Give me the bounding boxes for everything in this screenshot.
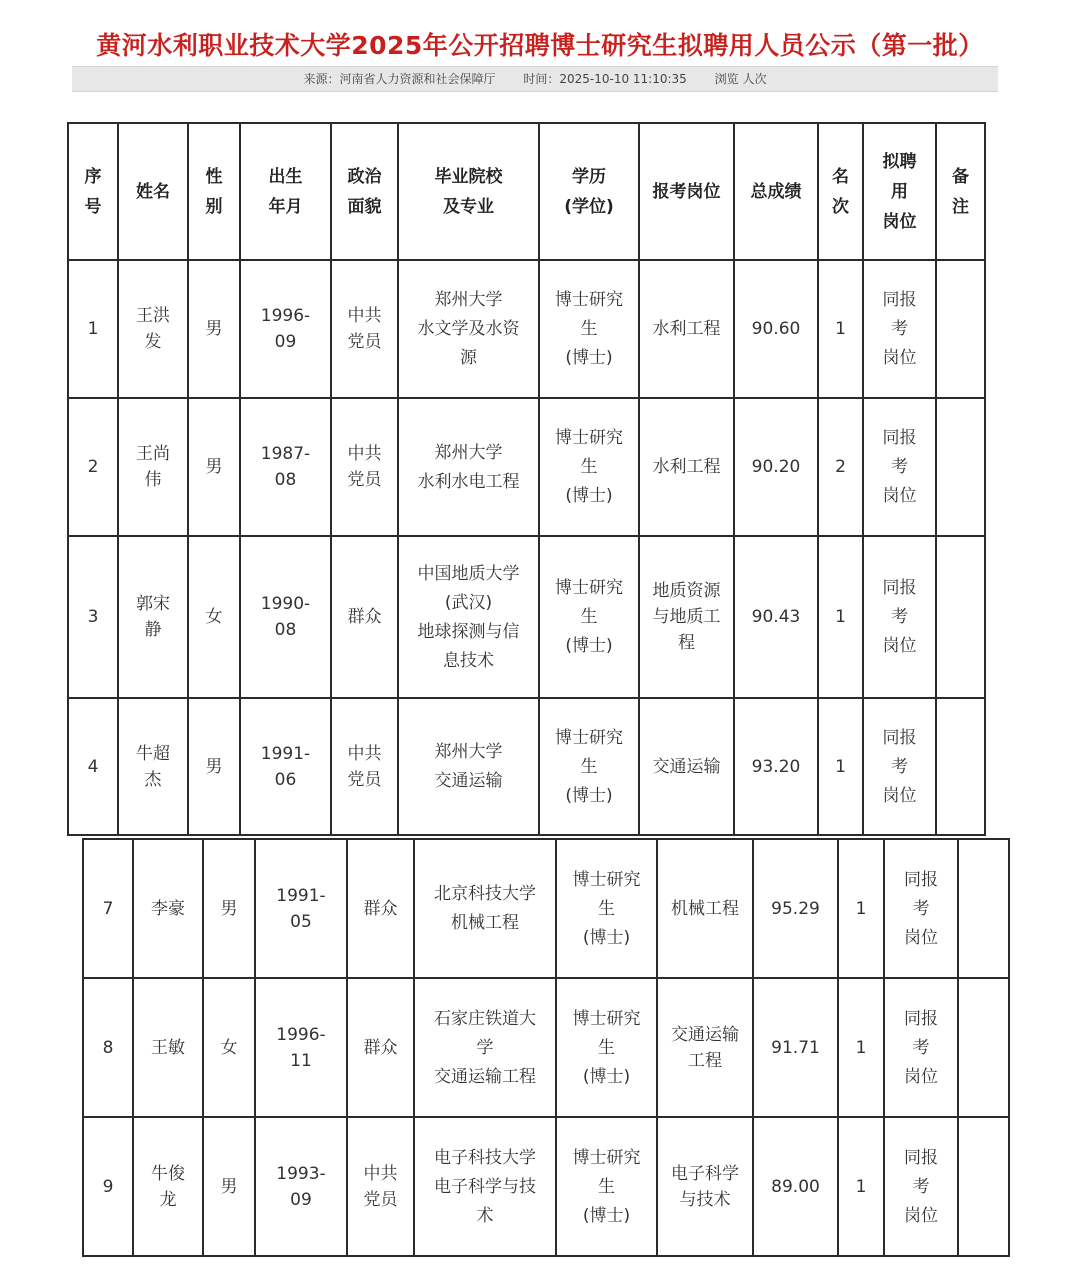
col-no-header [68, 123, 118, 260]
cell-text: 1991- [260, 743, 311, 764]
cell-text: 博士研究 [572, 1008, 641, 1029]
cell-post [639, 260, 734, 398]
cell-text: 水利水电工程 [417, 471, 520, 492]
cell-political [347, 978, 414, 1117]
cell-text: 王尚 [136, 444, 170, 464]
cell-text: 同报 [904, 1147, 938, 1168]
cell-post [657, 839, 753, 978]
cell-text: 男 [220, 1176, 238, 1197]
cell-rank [838, 1117, 884, 1256]
cell-text: 考 [912, 898, 930, 919]
header-text: 别 [205, 196, 223, 217]
cell-text: 考 [891, 457, 908, 477]
cell-text: 同报 [904, 1008, 938, 1029]
cell-gender [188, 260, 240, 398]
cell-text: 考 [891, 756, 908, 777]
header-text: 及专业 [443, 196, 494, 217]
cell-text: 男 [220, 898, 238, 919]
cell-text: 牛俊 [151, 1163, 185, 1184]
col-political-header [331, 123, 398, 260]
view-count: 浏览 人次 [714, 72, 767, 86]
cell-text: 考 [891, 607, 908, 627]
cell-score [753, 839, 838, 978]
cell-political [331, 536, 398, 698]
header-text: 姓名 [136, 181, 170, 202]
cell-no [68, 398, 118, 536]
cell-text: 7 [102, 898, 114, 919]
cell-text: 水文学及水资 [417, 319, 520, 339]
header-text: 出生 [268, 166, 303, 187]
cell-note [958, 1117, 1009, 1256]
publish-time: 时间：2025-10-10 11:10:35 [523, 72, 687, 86]
cell-text: 石家庄铁道大 [434, 1008, 536, 1029]
table-row [68, 398, 985, 536]
cell-text: 2 [87, 457, 99, 477]
cell-text: 地球探测与信 [417, 621, 520, 642]
cell-text: 同报 [904, 869, 938, 890]
header-text: 年月 [268, 196, 303, 217]
cell-text: 生 [580, 607, 598, 627]
cell-text: (博士) [582, 1066, 631, 1087]
cell-text: 同报 [882, 578, 917, 598]
cell-text: 水利工程 [652, 457, 721, 477]
cell-degree [539, 536, 639, 698]
cell-text: 静 [144, 620, 162, 640]
cell-text: 伟 [144, 470, 162, 490]
cell-text: 中国地质大学 [417, 563, 520, 584]
cell-text: (博士) [565, 636, 613, 656]
cell-post [657, 1117, 753, 1256]
table-row [68, 260, 985, 398]
cell-text: 地质资源 [652, 581, 721, 601]
cell-text: 龙 [159, 1189, 177, 1210]
cell-text: 博士研究 [555, 727, 623, 748]
cell-text: 博士研究 [555, 578, 623, 598]
cell-text: 同报 [882, 290, 917, 310]
cell-text: 08 [274, 620, 297, 640]
cell-text: 机械工程 [451, 913, 519, 933]
cell-post [639, 398, 734, 536]
cell-text: 电子科学与技 [434, 1176, 536, 1197]
cell-text: 岗位 [904, 1066, 938, 1087]
cell-text: 1996- [260, 306, 311, 326]
cell-text: 北京科技大学 [434, 884, 536, 904]
cell-school [398, 398, 539, 536]
cell-text: 水利工程 [652, 319, 721, 339]
cell-text: 郭宋 [136, 594, 170, 614]
cell-text: 1 [855, 898, 867, 919]
cell-text: 李豪 [151, 898, 185, 919]
header-text: 面貌 [347, 196, 382, 217]
cell-degree [556, 1117, 657, 1256]
table-row [83, 978, 1009, 1117]
cell-gender [188, 536, 240, 698]
header-text: 岗位 [882, 211, 917, 232]
header-text: 毕业院校 [434, 166, 503, 187]
cell-text: 郑州大学 [434, 442, 503, 463]
header-text: 序 [84, 166, 102, 187]
cell-name [133, 1117, 203, 1256]
cell-birth [240, 698, 331, 835]
cell-birth [255, 1117, 347, 1256]
cell-political [331, 260, 398, 398]
table-row [83, 839, 1009, 978]
cell-hire [884, 978, 958, 1117]
cell-text: 91.71 [771, 1037, 820, 1058]
cell-text: 郑州大学 [434, 290, 503, 310]
cell-text: 与地质工 [652, 607, 721, 627]
header-text: 名 [832, 166, 849, 187]
cell-text: 岗位 [882, 486, 917, 506]
cell-text: 女 [205, 607, 223, 627]
cell-text: 岗位 [882, 348, 917, 368]
header-text: 次 [832, 196, 849, 217]
cell-no [83, 839, 133, 978]
cell-text: 90.60 [751, 319, 801, 339]
cell-text: 9 [102, 1176, 114, 1197]
cell-text: 岗位 [882, 785, 917, 806]
article-meta-bar [72, 66, 998, 92]
cell-text: 1 [855, 1037, 867, 1058]
cell-gender [203, 1117, 255, 1256]
cell-post [639, 698, 734, 835]
cell-text: 党员 [347, 769, 382, 790]
candidates-table-part-1 [67, 122, 986, 836]
cell-hire [884, 839, 958, 978]
cell-text: 交通运输 [671, 1024, 739, 1045]
cell-no [83, 1117, 133, 1256]
header-text: (学位) [564, 196, 614, 217]
cell-text: 学 [476, 1037, 494, 1058]
cell-no [68, 536, 118, 698]
cell-text: 生 [598, 898, 615, 919]
cell-text: 党员 [347, 332, 382, 352]
cell-hire [863, 536, 936, 698]
cell-birth [255, 978, 347, 1117]
cell-text: 群众 [347, 607, 382, 627]
cell-text: 王敏 [151, 1037, 185, 1058]
cell-text: (博士) [565, 486, 613, 506]
cell-score [734, 536, 818, 698]
cell-text: 09 [290, 1189, 312, 1210]
cell-hire [863, 398, 936, 536]
cell-text: 息技术 [443, 650, 494, 671]
cell-degree [539, 698, 639, 835]
header-text: 拟聘 [882, 151, 917, 172]
cell-text: 男 [205, 457, 223, 477]
cell-birth [240, 260, 331, 398]
cell-text: 博士研究 [572, 869, 641, 890]
cell-text: 中共 [347, 743, 382, 764]
cell-name [118, 260, 188, 398]
cell-text: 程 [678, 633, 695, 653]
cell-text: (博士) [582, 927, 631, 948]
page-title: 黄河水利职业技术大学2025年公开招聘博士研究生拟聘用人员公示（第一批） [96, 31, 984, 60]
col-post-header [639, 123, 734, 260]
cell-text: 交通运输 [652, 756, 721, 777]
cell-birth [240, 398, 331, 536]
cell-text: 交通运输 [434, 771, 503, 791]
cell-score [734, 260, 818, 398]
cell-no [68, 698, 118, 835]
header-text: 报考岗位 [652, 181, 721, 202]
cell-text: 3 [87, 607, 99, 627]
header-text: 学历 [572, 166, 606, 187]
cell-text: 1 [835, 607, 846, 627]
cell-text: 岗位 [882, 636, 917, 656]
col-name-header [118, 123, 188, 260]
header-text: 备 [952, 166, 969, 187]
cell-text: 中共 [347, 444, 382, 464]
cell-text: 1991- [276, 885, 326, 906]
cell-text: 生 [580, 756, 598, 777]
cell-text: 交通运输工程 [434, 1066, 536, 1087]
cell-text: 1993- [276, 1163, 326, 1184]
cell-text: 电子科技大学 [434, 1147, 536, 1168]
cell-text: 群众 [363, 898, 398, 919]
cell-text: 机械工程 [671, 898, 739, 919]
col-degree-header [539, 123, 639, 260]
cell-post [657, 978, 753, 1117]
cell-school [414, 978, 556, 1117]
cell-text: 博士研究 [555, 290, 623, 310]
cell-text: 08 [274, 470, 297, 490]
cell-text: 90.43 [751, 607, 801, 627]
header-text: 号 [84, 196, 102, 217]
cell-text: 博士研究 [572, 1147, 641, 1168]
cell-score [753, 1117, 838, 1256]
table-row [68, 536, 985, 698]
cell-rank [818, 698, 863, 835]
cell-post [639, 536, 734, 698]
cell-birth [255, 839, 347, 978]
cell-text: 中共 [347, 306, 382, 326]
cell-text: 1996- [276, 1024, 326, 1045]
header-text: 性 [205, 166, 223, 187]
cell-text: 89.00 [771, 1176, 820, 1197]
cell-text: 生 [598, 1037, 615, 1058]
cell-school [414, 839, 556, 978]
cell-degree [539, 398, 639, 536]
header-text: 注 [952, 196, 969, 217]
cell-note [936, 698, 985, 835]
cell-text: 男 [205, 319, 223, 339]
cell-text: 岗位 [904, 1205, 938, 1226]
cell-degree [556, 978, 657, 1117]
cell-text: 考 [912, 1037, 930, 1058]
table-row [83, 1117, 1009, 1256]
cell-rank [818, 536, 863, 698]
cell-text: 男 [205, 756, 223, 777]
cell-name [133, 978, 203, 1117]
col-gender-header [188, 123, 240, 260]
cell-score [753, 978, 838, 1117]
cell-text: 05 [290, 911, 312, 932]
cell-text: 中共 [363, 1163, 398, 1184]
cell-rank [818, 260, 863, 398]
cell-text: 09 [274, 332, 297, 352]
cell-text: 1 [87, 319, 99, 339]
cell-text: 1 [835, 756, 846, 777]
cell-political [331, 398, 398, 536]
cell-rank [818, 398, 863, 536]
cell-text: 生 [580, 457, 598, 477]
col-hire-header [863, 123, 936, 260]
cell-text: 4 [87, 756, 99, 777]
cell-text: 生 [598, 1176, 615, 1197]
cell-political [347, 1117, 414, 1256]
cell-name [133, 839, 203, 978]
cell-text: 1987- [260, 444, 311, 464]
header-text: 用 [891, 181, 908, 202]
cell-text: 1 [855, 1176, 867, 1197]
cell-no [83, 978, 133, 1117]
cell-name [118, 536, 188, 698]
cell-text: 博士研究 [555, 428, 623, 448]
cell-text: 发 [144, 332, 162, 352]
cell-gender [188, 698, 240, 835]
cell-text: 党员 [347, 470, 382, 490]
cell-text: (博士) [565, 348, 613, 368]
cell-hire [863, 698, 936, 835]
cell-school [398, 698, 539, 835]
cell-text: 同报 [882, 727, 917, 748]
cell-text: 考 [912, 1176, 930, 1197]
cell-birth [240, 536, 331, 698]
cell-text: 电子科学 [671, 1163, 739, 1184]
cell-hire [863, 260, 936, 398]
table-row [68, 698, 985, 835]
cell-political [331, 698, 398, 835]
cell-text: (博士) [582, 1205, 631, 1226]
cell-gender [203, 978, 255, 1117]
cell-rank [838, 839, 884, 978]
cell-text: 郑州大学 [434, 742, 503, 762]
cell-note [936, 398, 985, 536]
cell-text: 8 [102, 1037, 114, 1058]
cell-school [414, 1117, 556, 1256]
cell-degree [556, 839, 657, 978]
cell-political [347, 839, 414, 978]
candidates-table-part-2 [82, 838, 1010, 1257]
cell-rank [838, 978, 884, 1117]
cell-degree [539, 260, 639, 398]
cell-text: 群众 [363, 1037, 398, 1058]
cell-text: 王洪 [136, 306, 170, 326]
source-text: 来源：河南省人力资源和社会保障厅 [303, 72, 496, 86]
cell-hire [884, 1117, 958, 1256]
cell-text: 源 [460, 348, 477, 368]
cell-score [734, 698, 818, 835]
cell-text: 杰 [144, 769, 162, 790]
cell-text: 06 [274, 769, 297, 790]
col-school-header [398, 123, 539, 260]
cell-text: 1 [835, 319, 846, 339]
cell-text: (博士) [565, 785, 613, 806]
cell-text: 术 [476, 1205, 494, 1226]
cell-note [936, 260, 985, 398]
cell-note [936, 536, 985, 698]
cell-text: 牛超 [136, 743, 170, 764]
cell-text: 女 [220, 1037, 238, 1058]
header-text: 总成绩 [750, 181, 802, 202]
table-header-row [68, 123, 985, 260]
cell-note [958, 978, 1009, 1117]
cell-gender [203, 839, 255, 978]
cell-text: 95.29 [771, 898, 820, 919]
col-rank-header [818, 123, 863, 260]
cell-text: 同报 [882, 428, 917, 448]
cell-text: 生 [580, 319, 598, 339]
cell-text: 93.20 [751, 756, 801, 777]
col-birth-header [240, 123, 331, 260]
cell-text: (武汉) [444, 592, 493, 613]
cell-text: 考 [891, 319, 908, 339]
cell-score [734, 398, 818, 536]
cell-text: 工程 [688, 1050, 722, 1071]
cell-text: 2 [835, 457, 846, 477]
cell-school [398, 536, 539, 698]
cell-text: 与技术 [679, 1189, 731, 1210]
cell-text: 党员 [363, 1189, 398, 1210]
cell-text: 90.20 [751, 457, 801, 477]
cell-note [958, 839, 1009, 978]
cell-school [398, 260, 539, 398]
cell-no [68, 260, 118, 398]
col-score-header [734, 123, 818, 260]
cell-name [118, 398, 188, 536]
col-note-header [936, 123, 985, 260]
cell-name [118, 698, 188, 835]
header-text: 政治 [347, 166, 382, 187]
cell-text: 1990- [260, 594, 311, 614]
cell-text: 11 [290, 1050, 312, 1071]
cell-text: 岗位 [904, 927, 938, 948]
cell-gender [188, 398, 240, 536]
